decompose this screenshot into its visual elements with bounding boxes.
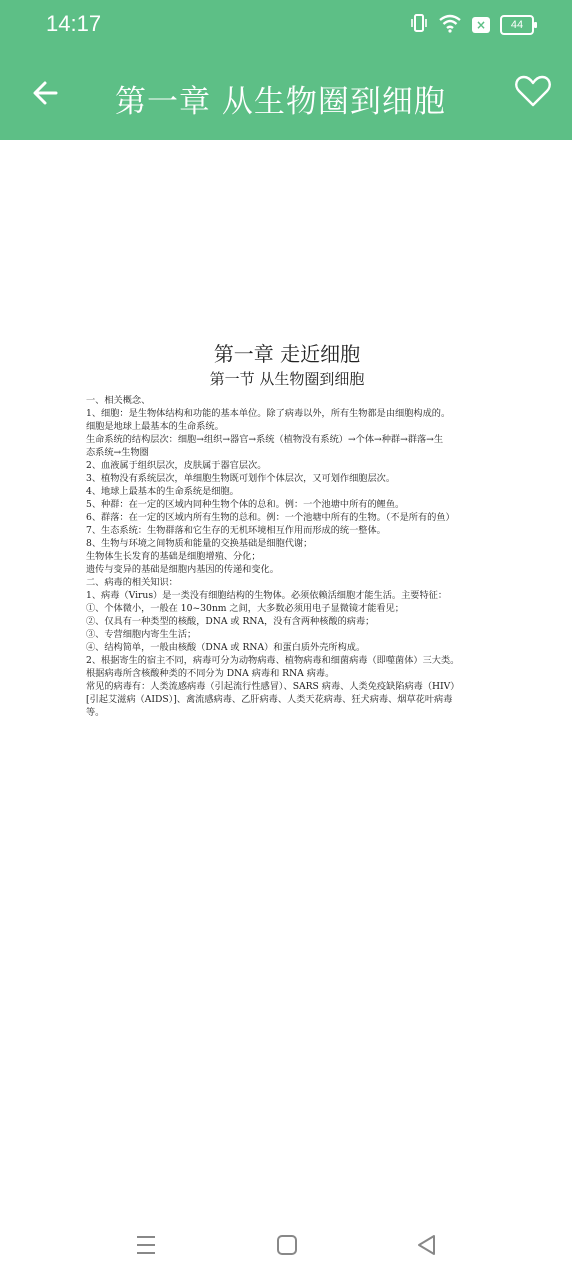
document-line: 6、群落：在一定的区域内所有生物的总和。例：一个池塘中所有的生物。（不是所有的鱼）	[86, 512, 455, 523]
heart-outline-icon	[514, 93, 552, 112]
document-line: ②、仅具有一种类型的核酸，DNA 或 RNA，没有含两种核酸的病毒；	[86, 616, 375, 627]
document-line: [引起艾滋病（AIDS）]、禽流感病毒、乙肝病毒、人类天花病毒、狂犬病毒、烟草花叶病毒	[86, 694, 453, 705]
document-line: 4、地球上最基本的生命系统是细胞。	[86, 486, 239, 497]
document-line: 1、细胞：是生物体结构和功能的基本单位。除了病毒以外，所有生物都是由细胞构成的。	[86, 408, 451, 419]
document-line: 5、种群：在一定的区域内同种生物个体的总和。例：一个池塘中所有的鲤鱼。	[86, 499, 405, 510]
document-line: 2、血液属于组织层次，皮肤属于器官层次。	[86, 460, 267, 471]
document-title: 第一章 走近细胞	[213, 342, 361, 366]
document-line: ③、专营细胞内寄生生活；	[86, 629, 197, 640]
document-subtitle: 第一节 从生物圈到细胞	[209, 370, 365, 388]
favorite-button[interactable]	[514, 74, 554, 114]
arrow-left-icon	[30, 78, 60, 112]
app-bar	[0, 50, 572, 140]
document-line: ④、结构简单，一般由核酸（DNA 或 RNA）和蛋白质外壳所构成。	[86, 642, 366, 653]
nav-back-button[interactable]	[412, 1230, 442, 1260]
document-line: 根据病毒所含核酸种类的不同分为 DNA 病毒和 RNA 病毒。	[86, 668, 335, 679]
nav-home-button[interactable]	[272, 1230, 302, 1260]
document-line: 生命系统的结构层次：细胞→组织→器官→系统（植物没有系统）→个体→种群→群落→生	[86, 434, 444, 445]
document-line: 常见的病毒有：人类流感病毒（引起流行性感冒）、SARS 病毒、人类免疫缺陷病毒（HIV）	[86, 681, 460, 692]
page-title: 第一章 从生物圈到细胞	[115, 84, 446, 120]
menu-icon	[131, 1245, 161, 1264]
document-line: 细胞是地球上最基本的生命系统。	[86, 421, 224, 432]
status-bar	[0, 0, 572, 50]
document-line: 态系统→生物圈	[86, 447, 149, 458]
document-line: 3、植物没有系统层次，单细胞生物既可划作个体层次，又可划作细胞层次。	[86, 473, 396, 484]
document-line: ①、个体微小，一般在 10~30nm 之间，大多数必须用电子显微镜才能看见；	[86, 603, 404, 614]
status-time: 14:17	[46, 11, 102, 36]
document-line: 生物体生长发育的基础是细胞增殖、分化；	[86, 551, 261, 562]
document-line: 一、相关概念、	[86, 395, 151, 406]
document-line: 7、生态系统：生物群落和它生存的无机环境相互作用而形成的统一整体。	[86, 525, 386, 536]
document-body	[86, 394, 488, 719]
document-line: 1、病毒（Virus）是一类没有细胞结构的生物体。必须依赖活细胞才能生活。主要特征：	[86, 590, 448, 601]
status-icons	[410, 13, 534, 37]
battery-icon: 44	[500, 15, 534, 35]
document-line: 8、生物与环境之间物质和能量的交换基础是细胞代谢；	[86, 538, 313, 549]
back-button[interactable]	[22, 72, 68, 118]
triangle-back-icon	[412, 1245, 442, 1264]
document-line: 等。	[86, 707, 105, 718]
document-line: 遗传与变异的基础是细胞内基因的传递和变化。	[86, 564, 279, 575]
wifi-icon	[438, 13, 462, 37]
document-page	[86, 340, 488, 719]
system-nav-bar	[0, 1210, 572, 1280]
home-square-icon	[272, 1245, 302, 1264]
document-line: 2、根据寄生的宿主不同，病毒可分为动物病毒、植物病毒和细菌病毒（即噬菌体）三大类。	[86, 655, 460, 666]
document-line: 二、病毒的相关知识：	[86, 577, 178, 588]
notification-badge-icon: ×	[472, 17, 490, 33]
vibrate-icon	[410, 13, 428, 37]
nav-menu-button[interactable]	[131, 1230, 161, 1260]
